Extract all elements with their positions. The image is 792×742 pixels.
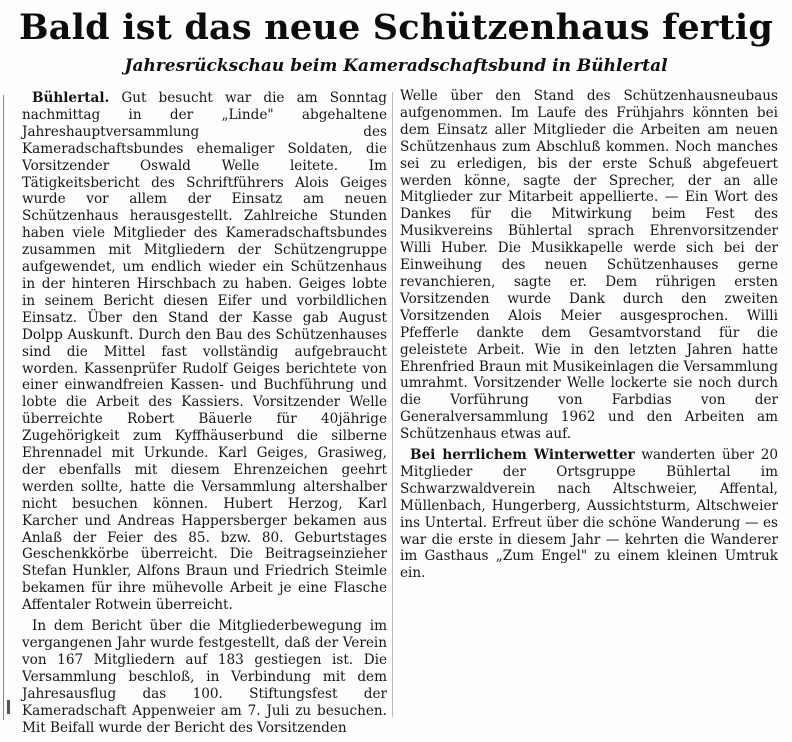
margin-mark <box>7 700 10 714</box>
right-paragraph-2-text: wanderten über 20 Mitglieder der Ortsgruppe Bühlertal im Schwarzwaldverein nach Altschweier, Affental, Müllenbach, Hungerberg, Aussichtsturm, Altschweier ins Untertal. Erfreut über die schöne Wanderung — es war die erste in diesem Jahr — kehrten die Wanderer im Gasthaus „Zum Engel" zu einem kleinen Umtruk ein. <box>400 447 779 582</box>
right-column <box>400 88 778 582</box>
left-column <box>22 90 387 736</box>
right-paragraph-2 <box>400 447 778 582</box>
column-divider <box>392 92 393 717</box>
article-subheadline: Jahresrückschau beim Kameradschaftsbund in Bühlertal <box>124 56 668 76</box>
dateline: Bühlertal. <box>32 90 110 106</box>
section-lead: Bei herrlichem Winterwetter <box>410 447 635 464</box>
left-edge-rule <box>3 95 4 720</box>
left-paragraph-1 <box>22 90 387 614</box>
article-headline: Bald ist das neue Schützenhaus fertig <box>18 7 774 48</box>
right-paragraph-1: Welle über den Stand des Schützenhausneubaus aufgenommen. Im Laufe des Frühjahrs könnten bei dem Einsatz aller Mitglieder die Arbeiten am neuen Schützenhaus zum Abschluß kommen. Noch manches sei zu erledigen, bis der erste Schuß abgefeuert werden könne, sagte der Sprecher, der an alle Mitglieder zur Mitarbeit appellierte. — Ein Wort des Dankes für die Mitwirkung beim Fest des Musikvereins Bühlertal sprach Ehrenvorsitzender Willi Huber. Die Musikkapelle werde sich bei der Einweihung des neuen Schützenhauses gerne revanchieren, sagte er. Dem rührigen ersten Vorsitzenden wurde Dank durch den zweiten Vorsitzenden Alois Meier ausgesprochen. Willi Pfefferle dankte dem Gesamtvorstand für die geleistete Arbeit. Wie in den letzten Jahren hatte Ehrenfried Braun mit Musikeinlagen die Versammlung umrahmt. Vorsitzender Welle lockerte sie noch durch die Vorführung von Farbdias von der Generalversammlung 1962 und den Arbeiten am Schützenhaus etwas auf. <box>400 88 778 443</box>
left-paragraph-1-text: Gut besucht war die am Sonntag nachmittag in der „Linde" abgehaltene Jahreshauptversammlung des Kameradschaftsbundes ehemaliger Soldaten, die Vorsitzender Oswald Welle leitete. Im Tätigkeitsbericht des Schriftführers Alois Geiges wurde vor allem der Einsatz am neuen Schützenhaus herausgestellt. Zahlreiche Stunden haben viele Mitglieder des Kameradschaftsbundes zusammen mit Mitgliedern der Schützengruppe aufgewendet, um endlich wieder ein Schützenhaus in der hinteren Hirschbach zu haben. Geiges lobte in seinem Bericht diesen Eifer und vorbildlichen Einsatz. Über den Stand der Kasse gab August Dolpp Auskunft. Durch den Bau des Schützenhauses sind die Mittel fast vollständig aufgebraucht worden. Kassenprüfer Rudolf Geiges berichtete von einer einwandfreien Kassen- und Buchführung und lobte die Arbeit des Kassiers. Vorsitzender Welle überreichte Robert Bäuerle für 40jährige Zugehörigkeit zum Kyffhäuserbund die silberne Ehrennadel mit Urkunde. Karl Geiges, Grasiweg, der ebenfalls mit diesem Ehrenzeichen geehrt werden sollte, hatte die Versammlung altershalber nicht besuchen können. Hubert Herzog, Karl Karcher und Andreas Happersberger bekamen aus Anlaß der Feier des 85. bzw. 80. Geburtstages Geschenkkörbe überreicht. Die Beitragseinzieher Stefan Hunkler, Alfons Braun und Friedrich Steimle bekamen für ihre mühevolle Arbeit je eine Flasche Affentaler Rotwein überreicht. <box>22 90 387 614</box>
left-paragraph-2: In dem Bericht über die Mitgliederbewegung im vergangenen Jahr wurde festgestellt, daß der Verein von 167 Mitgliedern auf 183 gestiegen ist. Die Versammlung beschloß, in Verbindung mit dem Jahresausflug das 100. Stiftungsfest der Kameradschaft Appenweier am 7. Juli zu besuchen. Mit Beifall wurde der Bericht des Vorsitzenden <box>22 618 387 736</box>
